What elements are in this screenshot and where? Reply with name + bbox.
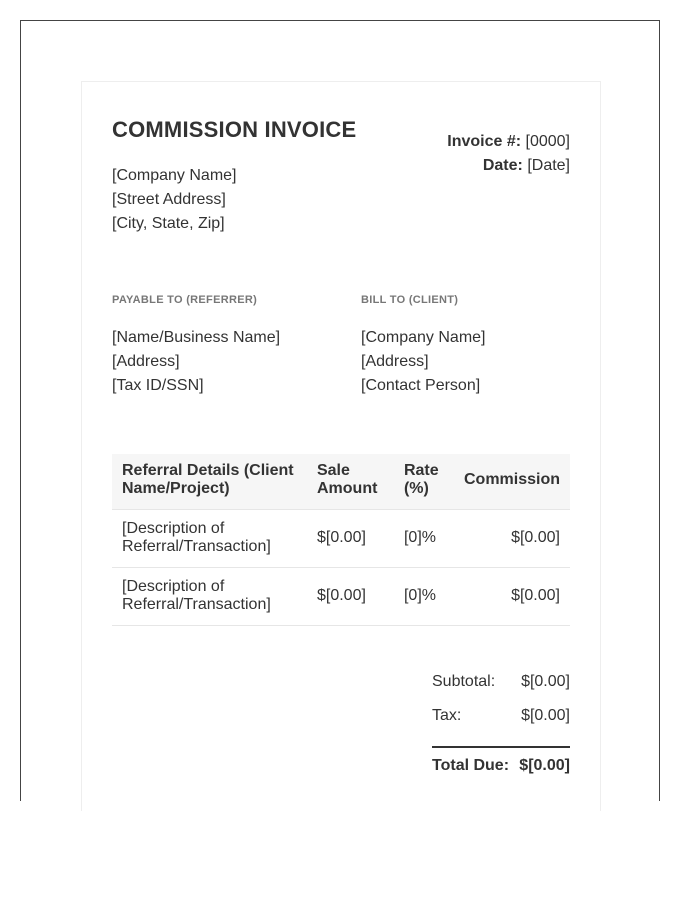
cell-sale-amount: $[0.00] bbox=[307, 568, 394, 626]
company-street: [Street Address] bbox=[112, 191, 226, 208]
invoice-title: COMMISSION INVOICE bbox=[112, 117, 357, 142]
bill-to-line: [Company Name] bbox=[361, 329, 486, 346]
cell-rate: [0]% bbox=[394, 510, 454, 568]
total-due-row bbox=[432, 746, 570, 786]
table-row bbox=[112, 510, 570, 568]
total-due-label: Total Due: bbox=[432, 757, 510, 774]
total-due-value: $[0.00] bbox=[519, 757, 570, 774]
invoice-number-label: Invoice #: bbox=[447, 133, 522, 150]
bill-to-heading: BILL TO (CLIENT) bbox=[361, 294, 459, 306]
subtotal-label: Subtotal: bbox=[432, 673, 496, 690]
cell-commission: $[0.00] bbox=[454, 568, 570, 626]
column-header-referral: Referral Details (Client Name/Project) bbox=[112, 454, 307, 510]
column-header-commission: Commission bbox=[454, 454, 570, 510]
subtotal-row bbox=[432, 668, 570, 702]
payable-to-line: [Address] bbox=[112, 353, 180, 370]
invoice-date-value: [Date] bbox=[527, 157, 570, 174]
column-header-sale-amount: Sale Amount bbox=[307, 454, 394, 510]
payable-to-line: [Name/Business Name] bbox=[112, 329, 281, 346]
payable-to-block bbox=[112, 326, 280, 398]
bill-to-block bbox=[361, 326, 486, 398]
company-city: [City, State, Zip] bbox=[112, 215, 225, 232]
table-row bbox=[112, 568, 570, 626]
cell-rate: [0]% bbox=[394, 568, 454, 626]
cell-description: [Description of Referral/Transaction] bbox=[112, 510, 307, 568]
invoice-date-label: Date: bbox=[482, 157, 523, 174]
invoice-number-value: [0000] bbox=[525, 133, 570, 150]
invoice-meta bbox=[447, 130, 570, 178]
invoice-date-line bbox=[447, 154, 570, 178]
payable-to-line: [Tax ID/SSN] bbox=[112, 377, 204, 394]
tax-value: $[0.00] bbox=[521, 707, 570, 724]
column-header-rate: Rate (%) bbox=[394, 454, 454, 510]
tax-label: Tax: bbox=[432, 707, 462, 724]
cell-commission: $[0.00] bbox=[454, 510, 570, 568]
tax-row bbox=[432, 702, 570, 736]
company-name: [Company Name] bbox=[112, 167, 237, 184]
table-header-row bbox=[112, 454, 570, 510]
commission-table bbox=[112, 454, 570, 626]
cell-sale-amount: $[0.00] bbox=[307, 510, 394, 568]
bill-to-line: [Contact Person] bbox=[361, 377, 481, 394]
subtotal-value: $[0.00] bbox=[521, 673, 570, 690]
totals-block bbox=[432, 668, 570, 786]
invoice-number-line bbox=[447, 130, 570, 154]
payable-to-heading: PAYABLE TO (REFERRER) bbox=[112, 294, 258, 306]
company-block bbox=[112, 164, 237, 236]
cell-description: [Description of Referral/Transaction] bbox=[112, 568, 307, 626]
bill-to-line: [Address] bbox=[361, 353, 429, 370]
